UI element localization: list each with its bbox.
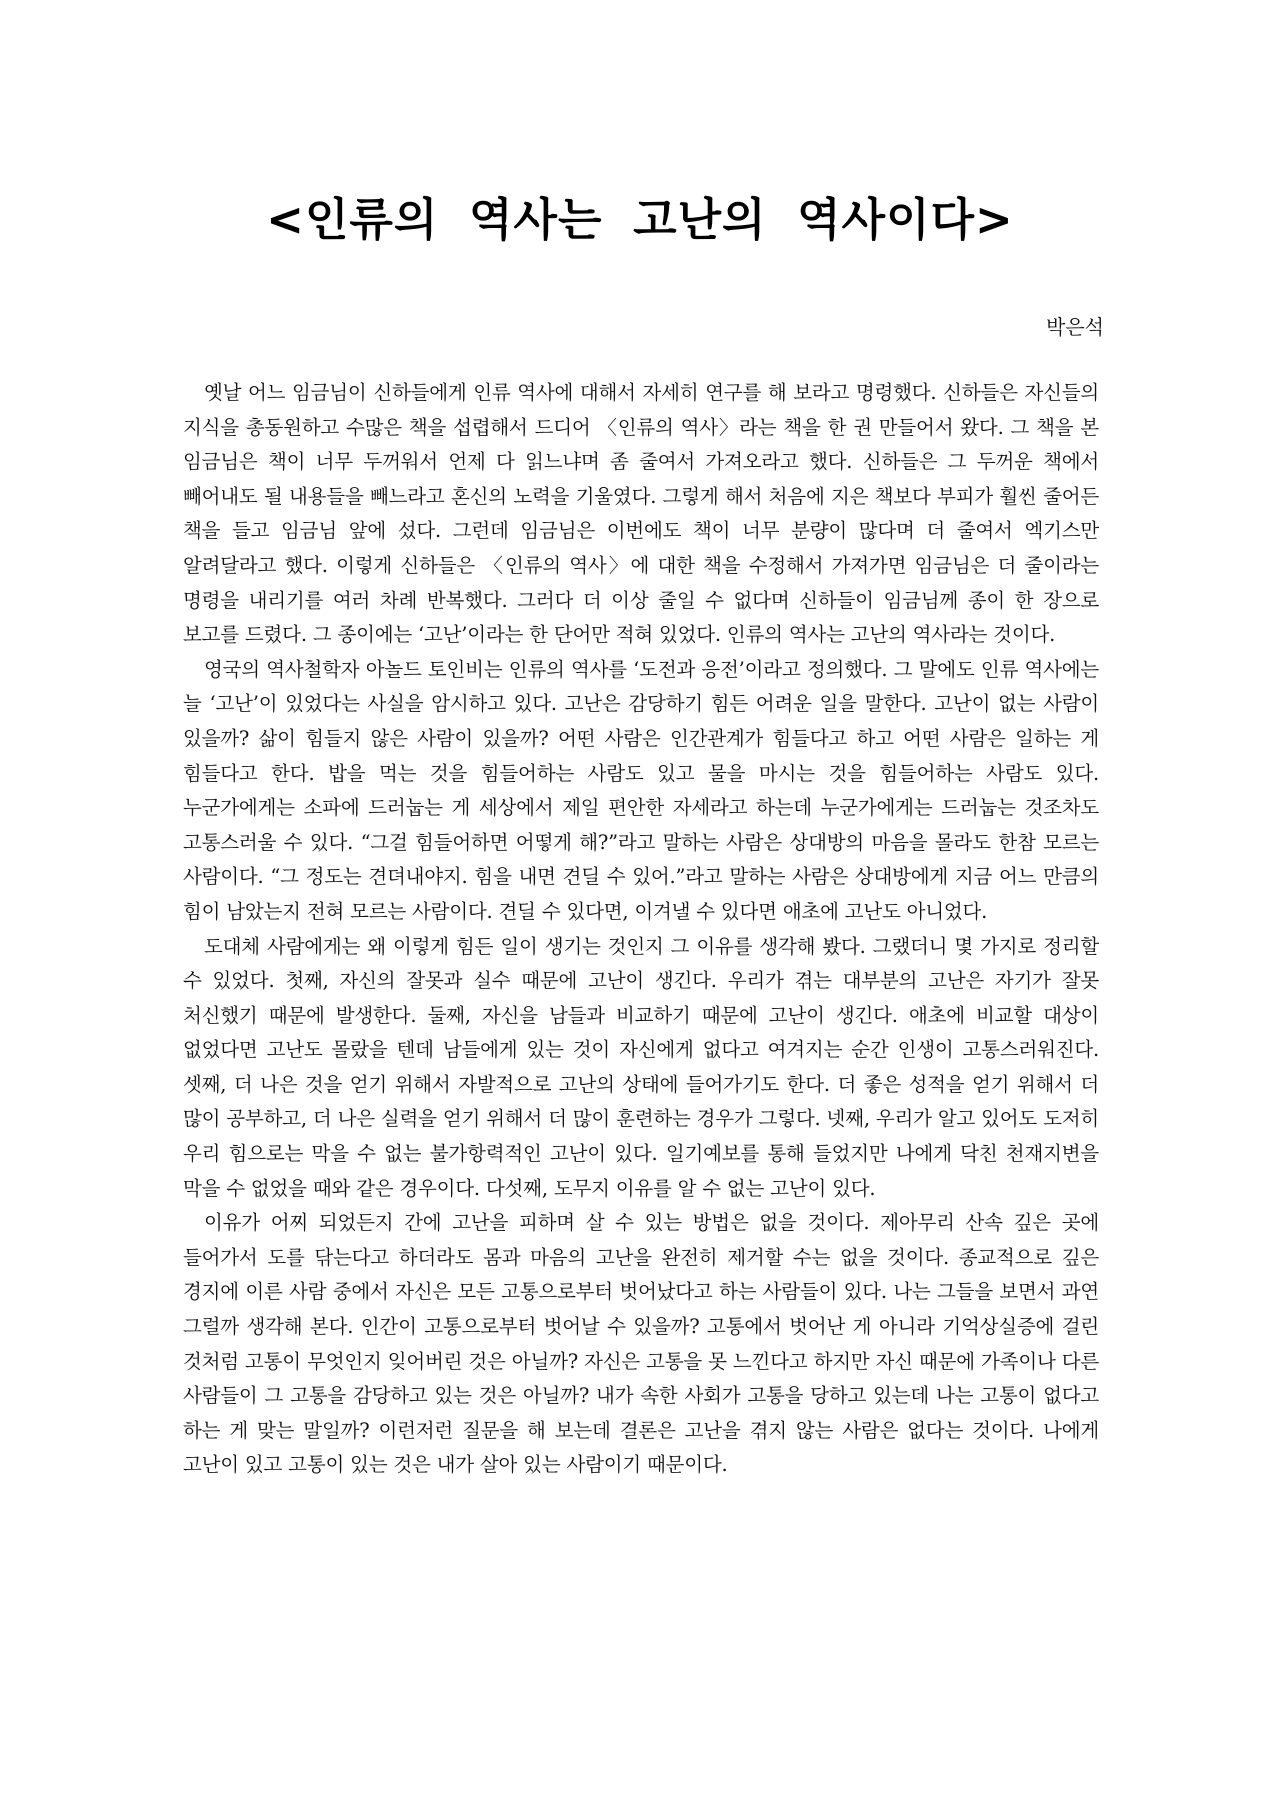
paragraph-2: 영국의 역사철학자 아놀드 토인비는 인류의 역사를 ‘도전과 응전’이라고 정의했다. 그 말에도 인류 역사에는 늘 ‘고난’이 있었다는 사실을 암시하고 있다. 고난은 감당하기 힘든 어려운 일을 말한다. 고난이 없는 사람이 있을까? 삶이 힘들지 않은 사람이 있을까? 어떤 사람은 인간관계가 힘들다고 하고 어떤 사람은 일하는 게 힘들다고 한다. 밥을 먹는 것을 힘들어하는 사람도 있고 물을 마시는 것을 힘들어하는 사람도 있다. 누군가에게는 소파에 드러눕는 게 세상에서 제일 편안한 자세라고 하는데 누군가에게는 드러눕는 것조차도 고통스러울 수 있다. “그걸 힘들어하면 어떻게 해?”라고 말하는 사람은 상대방의 마음을 몰라도 한참 모르는 사람이다. “그 정도는 견뎌내야지. 힘을 내면 견딜 수 있어.”라고 말하는 사람은 상대방에게 지금 어느 만큼의 힘이 남았는지 전혀 모르는 사람이다. 견딜 수 있다면, 이겨낼 수 있다면 애초에 고난도 아니었다. bbox=[183, 657, 1099, 923]
paragraph-1: 옛날 어느 임금님이 신하들에게 인류 역사에 대해서 자세히 연구를 해 보라고 명령했다. 신하들은 자신들의 지식을 총동원하고 수많은 책을 섭렵해서 드디어 〈인류의 역사〉라는 책을 한 권 만들어서 왔다. 그 책을 본 임금님은 책이 너무 두꺼워서 언제 다 읽느냐며 좀 줄여서 가져오라고 했다. 신하들은 그 두꺼운 책에서 빼어내도 될 내용들을 빼느라고 혼신의 노력을 기울였다. 그렇게 해서 처음에 지은 책보다 부피가 훨씬 줄어든 책을 들고 임금님 앞에 섰다. 그런데 임금님은 이번에도 책이 너무 분량이 많다며 더 줄여서 엑기스만 알려달라고 했다. 이렇게 신하들은 〈인류의 역사〉에 대한 책을 수정해서 가져가면 임금님은 더 줄이라는 명령을 내리기를 여러 차례 반복했다. 그러다 더 이상 줄일 수 없다며 신하들이 임금님께 종이 한 장으로 보고를 드렸다. 그 종이에는 ‘고난’이라는 한 단어만 적혀 있었다. 인류의 역사는 고난의 역사라는 것이다. bbox=[183, 381, 1100, 647]
essay-body bbox=[183, 376, 1099, 1483]
author-name: 박은석 bbox=[1046, 315, 1104, 339]
paragraph-3: 도대체 사람에게는 왜 이렇게 힘든 일이 생기는 것인지 그 이유를 생각해 봤다. 그랬더니 몇 가지로 정리할 수 있었다. 첫째, 자신의 잘못과 실수 때문에 고난이 생긴다. 우리가 겪는 대부분의 고난은 자기가 잘못 처신했기 때문에 발생한다. 둘째, 자신을 남들과 비교하기 때문에 고난이 생긴다. 애초에 비교할 대상이 없었다면 고난도 몰랐을 텐데 남들에게 있는 것이 자신에게 없다고 여겨지는 순간 인생이 고통스러워진다. 셋째, 더 나은 것을 얻기 위해서 자발적으로 고난의 상태에 들어가기도 한다. 더 좋은 성적을 얻기 위해서 더 많이 공부하고, 더 나은 실력을 얻기 위해서 더 많이 훈련하는 경우가 그렇다. 넷째, 우리가 알고 있어도 도저히 우리 힘으로는 막을 수 없는 불가항력적인 고난이 있다. 일기예보를 통해 들었지만 나에게 닥친 천재지변을 막을 수 없었을 때와 같은 경우이다. 다섯째, 도무지 이유를 알 수 없는 고난이 있다. bbox=[183, 934, 1099, 1200]
document-title: <인류의 역사는 고난의 역사이다> bbox=[266, 193, 1014, 246]
paragraph-4: 이유가 어찌 되었든지 간에 고난을 피하며 살 수 있는 방법은 없을 것이다. 제아무리 산속 깊은 곳에 들어가서 도를 닦는다고 하더라도 몸과 마음의 고난을 완전히 제거할 수는 없을 것이다. 종교적으로 깊은 경지에 이른 사람 중에서 자신은 모든 고통으로부터 벗어났다고 하는 사람들이 있다. 나는 그들을 보면서 과연 그럴까 생각해 본다. 인간이 고통으로부터 벗어날 수 있을까? 고통에서 벗어난 게 아니라 기억상실증에 걸린 것처럼 고통이 무엇인지 잊어버린 것은 아닐까? 자신은 고통을 못 느낀다고 하지만 자신 때문에 가족이나 다른 사람들이 그 고통을 감당하고 있는 것은 아닐까? 내가 속한 사회가 고통을 당하고 있는데 나는 고통이 없다고 하는 게 맞는 말일까? 이런저런 질문을 해 보는데 결론은 고난을 겪지 않는 사람은 없다는 것이다. 나에게 고난이 있고 고통이 있는 것은 내가 살아 있는 사람이기 때문이다. bbox=[183, 1211, 1099, 1477]
